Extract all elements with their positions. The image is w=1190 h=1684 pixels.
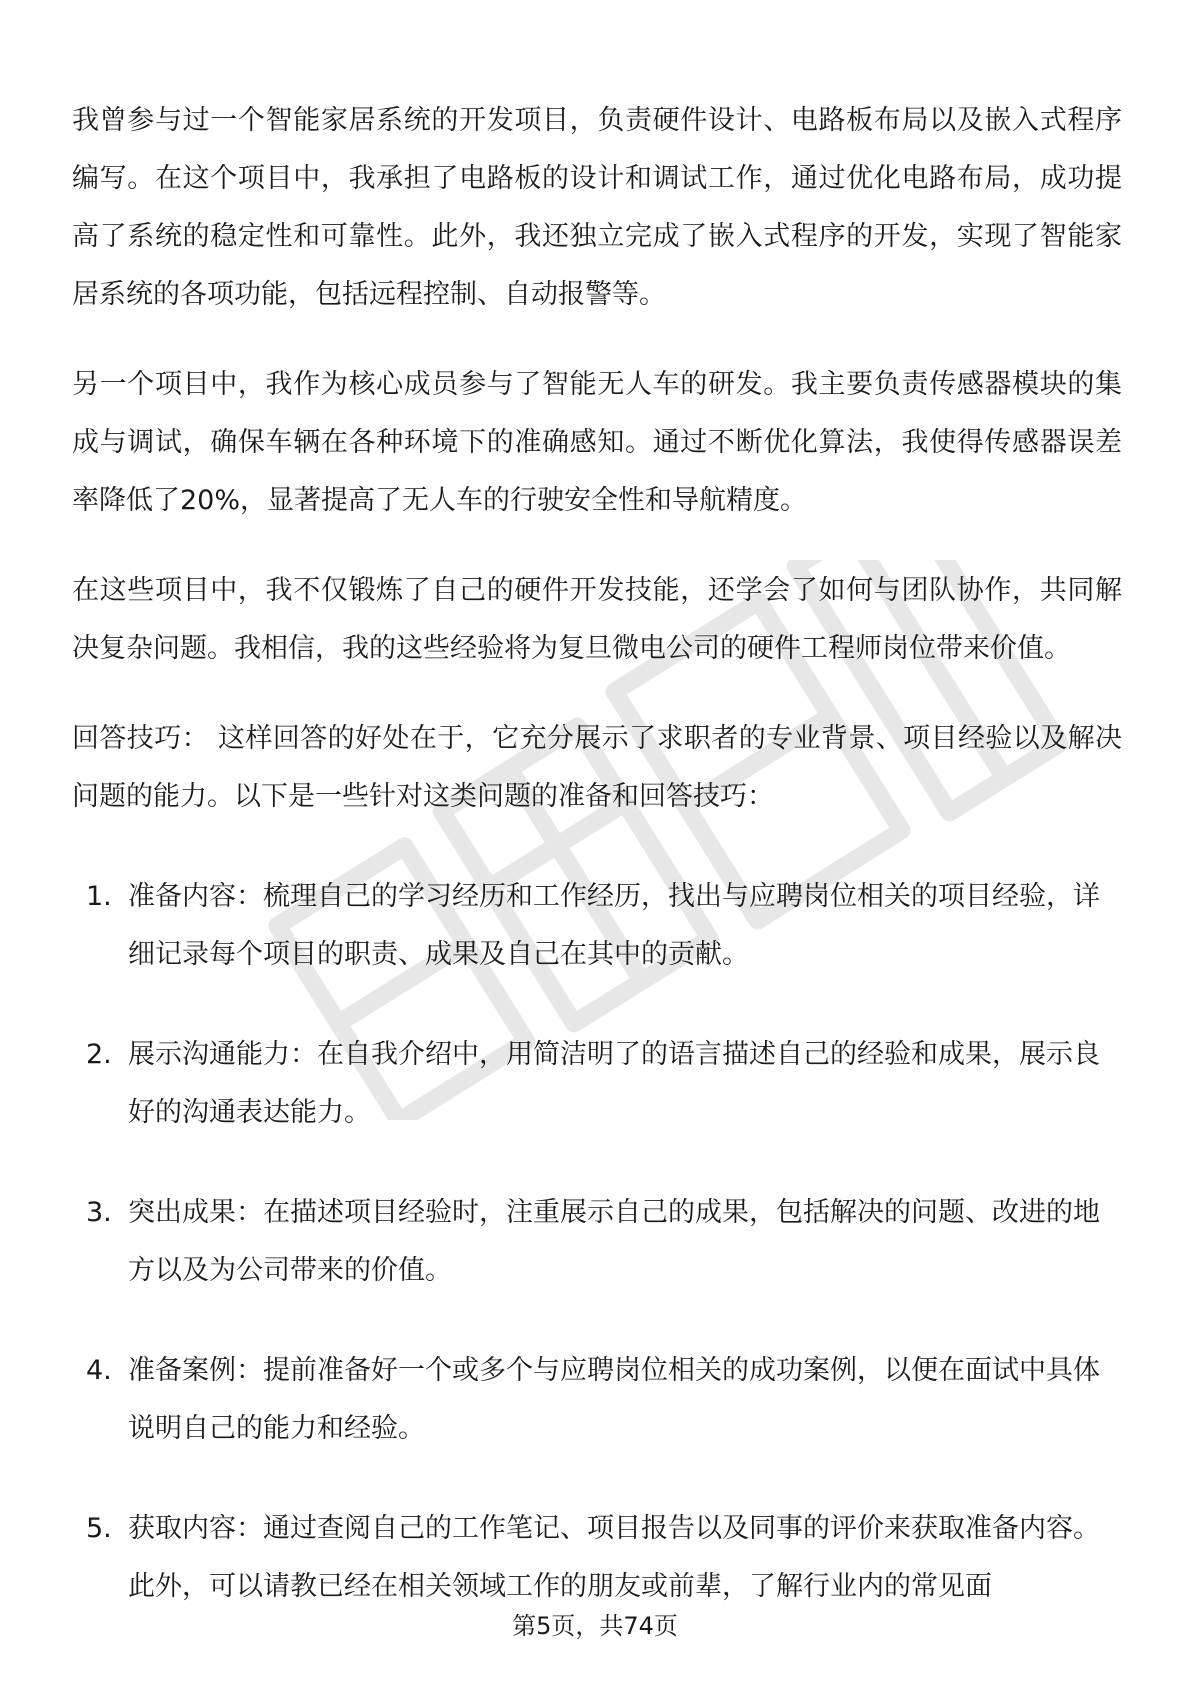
page-number-footer: 第5页，共74页 <box>512 1612 678 1640</box>
list-item-text: 展示沟通能力：在自我介绍中，用简洁明了的语言描述自己的经验和成果，展示良好的沟通表达能力。 <box>128 1039 1100 1128</box>
paragraph-autonomous-car: 另一个项目中，我作为核心成员参与了智能无人车的研发。我主要负责传感器模块的集成与调试，确保车辆在各种环境下的准确感知。通过不断优化算法，我使得传感器误差率降低了20%，显著提高了无人车的行驶安全性和导航精度。 <box>72 369 1122 516</box>
list-item-number: 1. <box>86 881 112 912</box>
document-body <box>72 92 1122 1658</box>
list-item <box>72 1342 1122 1458</box>
list-item <box>72 1184 1122 1300</box>
list-item <box>72 868 1122 984</box>
tips-list <box>72 868 1122 1616</box>
list-item <box>72 1500 1122 1616</box>
list-item <box>72 1026 1122 1142</box>
tips-intro: 回答技巧： 这样回答的好处在于，它充分展示了求职者的专业背景、项目经验以及解决问题的能力。以下是一些针对这类问题的准备和回答技巧： <box>72 723 1122 812</box>
list-item-text: 准备案例：提前准备好一个或多个与应聘岗位相关的成功案例，以便在面试中具体说明自己的能力和经验。 <box>128 1355 1100 1444</box>
list-item-number: 2. <box>86 1039 112 1070</box>
list-item-text: 突出成果：在描述项目经验时，注重展示自己的成果，包括解决的问题、改进的地方以及为公司带来的价值。 <box>128 1197 1100 1286</box>
list-item-number: 4. <box>86 1355 112 1386</box>
paragraph-smart-home: 我曾参与过一个智能家居系统的开发项目，负责硬件设计、电路板布局以及嵌入式程序编写。在这个项目中，我承担了电路板的设计和调试工作，通过优化电路布局，成功提高了系统的稳定性和可靠性。此外，我还独立完成了嵌入式程序的开发，实现了智能家居系统的各项功能，包括远程控制、自动报警等。 <box>72 105 1122 310</box>
list-item-number: 5. <box>86 1513 112 1544</box>
list-item-text: 获取内容：通过查阅自己的工作笔记、项目报告以及同事的评价来获取准备内容。此外，可以请教已经在相关领域工作的朋友或前辈，了解行业内的常见面 <box>128 1513 1100 1602</box>
list-item-number: 3. <box>86 1197 112 1228</box>
list-item-text: 准备内容：梳理自己的学习经历和工作经历，找出与应聘岗位相关的项目经验，详细记录每个项目的职责、成果及自己在其中的贡献。 <box>128 881 1100 970</box>
paragraph-summary: 在这些项目中，我不仅锻炼了自己的硬件开发技能，还学会了如何与团队协作，共同解决复杂问题。我相信，我的这些经验将为复旦微电公司的硬件工程师岗位带来价值。 <box>72 575 1122 664</box>
